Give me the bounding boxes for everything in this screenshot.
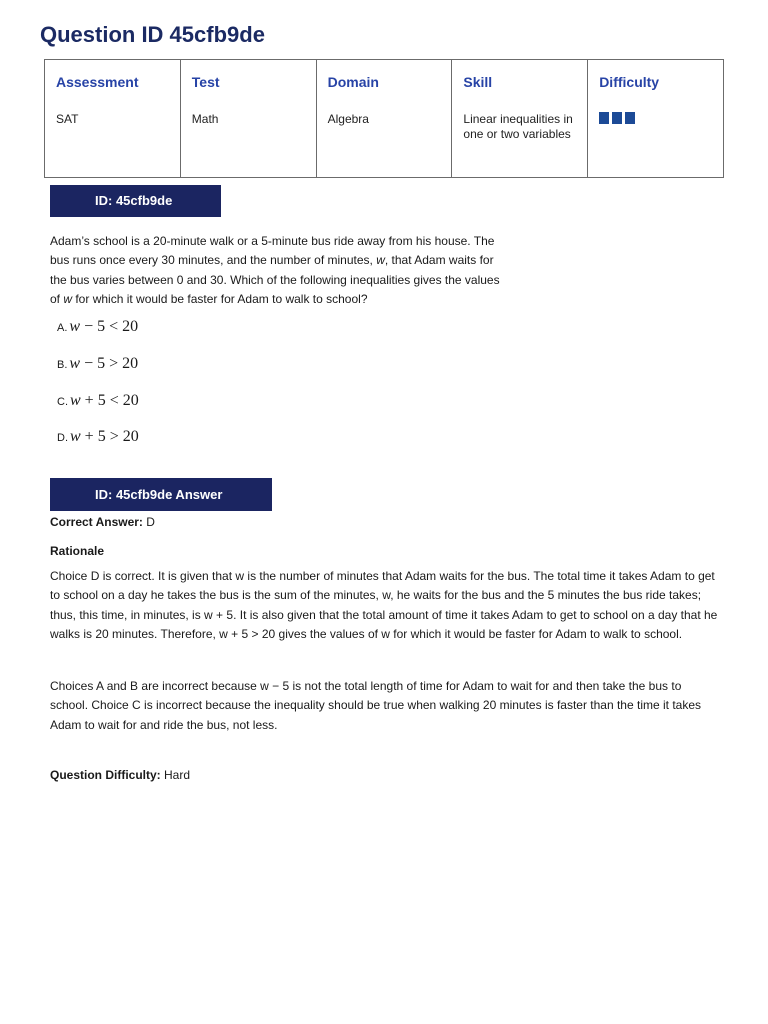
choice-expression: + 5 < 20 [80, 392, 139, 409]
stem-text-3: for which it would be faster for Adam to walk to school? [72, 291, 368, 306]
choice-letter: C. [57, 396, 68, 408]
difficulty-bar [612, 112, 622, 124]
meta-value-skill: Linear inequalities in one or two variables [463, 112, 573, 141]
meta-cell-skill [452, 60, 588, 178]
difficulty-bar [599, 112, 609, 124]
choice-expression: − 5 < 20 [80, 318, 139, 335]
choice-letter: B. [57, 359, 68, 371]
choice-expression: − 5 > 20 [80, 355, 139, 372]
choice-var: w [70, 392, 81, 409]
choice-a [57, 318, 138, 336]
stem-var-w-2: w [63, 291, 73, 306]
question-stem [50, 232, 500, 309]
meta-header-test: Test [191, 74, 220, 90]
choice-letter: A. [57, 322, 68, 334]
rationale-heading: Rationale [50, 544, 105, 558]
question-id-banner: ID: 45cfb9de [50, 185, 221, 217]
answer-id-banner: ID: 45cfb9de Answer [50, 478, 272, 511]
choice-expression: + 5 > 20 [80, 428, 139, 445]
choice-var: w [69, 318, 81, 335]
meta-cell-difficulty [588, 60, 724, 178]
rationale-paragraph-2: Choices A and B are incorrect because w − 5 is not the total length of time for Adam to wait for and then take the bus to school. Choice C is incorrect because the inequality should be true when walking 20 minutes is faster than the time it takes Adam to wait for and ride the bus, not less. [50, 679, 702, 732]
metadata-table [44, 59, 724, 178]
meta-cell-domain [316, 60, 452, 178]
question-difficulty [50, 768, 190, 782]
choice-d [57, 428, 139, 446]
meta-header-assessment: Assessment [56, 74, 139, 90]
meta-value-test: Math [191, 112, 219, 126]
choice-letter: D. [57, 432, 68, 444]
difficulty-bar [625, 112, 635, 124]
stem-var-w-1: w [376, 253, 385, 268]
meta-cell-test [180, 60, 316, 178]
meta-cell-assessment [45, 60, 181, 178]
page-title: Question ID 45cfb9de [40, 22, 265, 47]
correct-answer-value: D [142, 515, 155, 529]
difficulty-bars-icon [599, 112, 713, 124]
question-difficulty-value: Hard [160, 768, 191, 782]
stem-text-1: Adam’s school is a 20-minute walk or a 5-minute bus ride away from his house. The bus runs once every 30 minutes, and the number of minutes, [50, 234, 495, 268]
meta-header-domain: Domain [327, 74, 379, 90]
meta-header-difficulty: Difficulty [599, 74, 660, 90]
stem-text-2: , that Adam waits for the bus varies between 0 and 30. Which of the following inequalities gives the values of [50, 253, 500, 306]
rationale-paragraph-1: Choice D is correct. It is given that w is the number of minutes that Adam waits for the bus. The total time it takes Adam to get to school on a day he takes the bus is the sum of the minutes, w, he waits for the bus and the 5 minutes the bus ride takes; thus, this time, in minutes, is w + 5. It is also given that the total amount of time it takes Adam to get to school on a day that he walks is 20 minutes. Therefore, w + 5 > 20 gives the values of w for which it would be faster for Adam to walk to school. [50, 569, 718, 641]
choice-c [57, 392, 139, 410]
choice-var: w [69, 355, 81, 372]
question-difficulty-label: Question Difficulty: [50, 768, 161, 782]
correct-answer [50, 515, 155, 529]
meta-value-assessment: SAT [56, 112, 79, 126]
choice-b [57, 355, 138, 373]
meta-value-domain: Algebra [327, 112, 369, 126]
correct-answer-label: Correct Answer: [50, 515, 143, 529]
choice-var: w [70, 428, 81, 445]
meta-header-skill: Skill [463, 74, 493, 90]
